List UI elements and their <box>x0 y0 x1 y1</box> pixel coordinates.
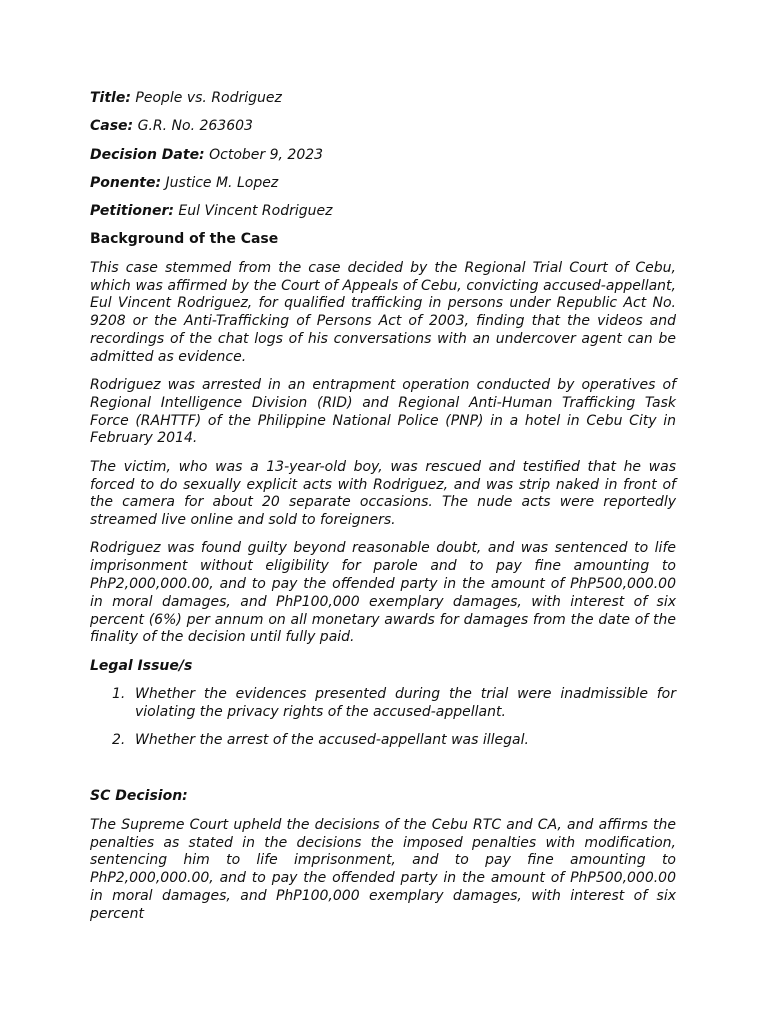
sc-decision-heading: SC Decision: <box>90 788 188 805</box>
decision-date-label: Decision Date: <box>90 146 205 163</box>
ponente-field <box>90 175 676 193</box>
case-value: G.R. No. 263603 <box>137 118 253 135</box>
petitioner-field <box>90 203 676 221</box>
background-paragraph: Rodriguez was found guilty beyond reasonable doubt, and was sentenced to life imprisonment without eligibility for parole and to pay fine amounting to PhP2,000,000.00, and to pay the offended party in the amount of PhP500,000.00 in moral damages, and PhP100,000 exemplary damages, with interest of six percent (6%) per annum on all monetary awards for damages from the date of the finality of the decision until fully paid. <box>90 540 676 646</box>
ponente-label: Ponente: <box>90 174 162 191</box>
legal-issues-heading: Legal Issue/s <box>90 657 193 674</box>
list-item-number: 2. <box>112 732 126 749</box>
background-paragraph: The victim, who was a 13-year-old boy, was rescued and testified that he was forced to do sexually explicit acts with Rodriguez, and was strip naked in front of the camera for about 20 separate occasions. The nude acts were reportedly streamed live online and sold to foreigners. <box>90 458 676 529</box>
title-value: People vs. Rodriguez <box>135 90 282 106</box>
title-label: Title: <box>90 90 131 106</box>
background-heading: Background of the Case <box>90 231 279 248</box>
sc-decision-paragraph: The Supreme Court upheld the decisions of the Cebu RTC and CA, and affirms the penalties as stated in the decisions the imposed penalties with modification, sentencing him to life imprisonment, and to pay fine amounting to PhP2,000,000.00, and to pay the offended party in the amount of PhP500,000.00 in moral damages, and PhP100,000 exemplary damages, with interest of six percent <box>90 816 676 922</box>
list-item-text: Whether the evidences presented during the trial were inadmissible for violating the privacy rights of the accused-appellant. <box>135 686 676 720</box>
decision-date-value: October 9, 2023 <box>209 146 324 163</box>
list-item <box>90 732 676 750</box>
document-page <box>90 90 676 923</box>
list-item-text: Whether the arrest of the accused-appellant was illegal. <box>135 732 529 749</box>
background-paragraph: Rodriguez was arrested in an entrapment operation conducted by operatives of Regional Intelligence Division (RID) and Regional Anti-Human Trafficking Task Force (RAHTTF) of the Philippine National Police (PNP) in a hotel in Cebu City in February 2014. <box>90 377 676 447</box>
spacer <box>90 760 676 788</box>
background-paragraph: This case stemmed from the case decided by the Regional Trial Court of Cebu, which was affirmed by the Court of Appeals of Cebu, convicting accused-appellant, Eul Vincent Rodriguez, for qualified trafficking in persons under Republic Act No. 9208 or the Anti-Trafficking of Persons Act of 2003, finding that the videos and recordings of the chat logs of his conversations with an undercover agent can be admitted as evidence. <box>90 259 676 365</box>
ponente-value: Justice M. Lopez <box>165 174 279 191</box>
case-field <box>90 118 676 136</box>
legal-issues-list <box>90 686 676 750</box>
list-item-number: 1. <box>112 686 126 703</box>
list-item <box>90 686 676 722</box>
title-field <box>90 90 676 108</box>
petitioner-value: Eul Vincent Rodriguez <box>178 203 333 220</box>
decision-date-field <box>90 147 676 165</box>
case-label: Case: <box>90 118 134 135</box>
petitioner-label: Petitioner: <box>90 203 174 220</box>
